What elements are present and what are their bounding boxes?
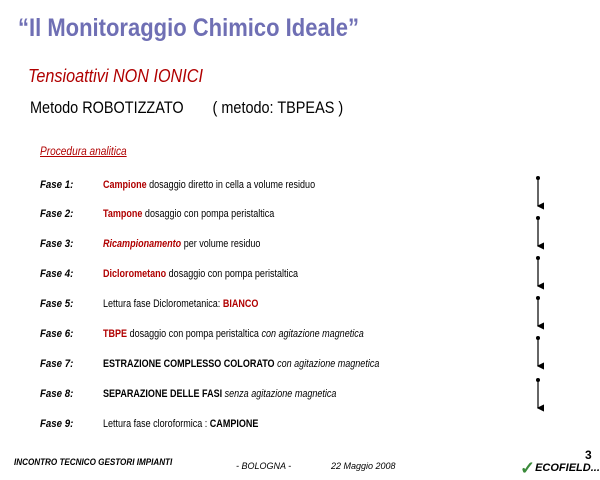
step-keyword: Diclorometano [103,268,167,280]
arrow-5 [536,336,540,366]
step-keyword: Campione [103,179,147,191]
page-number: 3 [585,448,592,462]
arrow-6 [536,378,540,408]
step-label: Fase 2: [40,208,74,220]
footer-place: - BOLOGNA - [236,461,292,471]
method-detail: ( metodo: TBPEAS ) [212,98,344,117]
step-keyword: SEPARAZIONE DELLE FASI [103,388,223,400]
step-keyword: Tampone [103,208,143,220]
step-note: con agitazione magnetica [261,328,364,340]
step-label: Fase 7: [40,358,74,370]
arrow-3 [536,256,540,286]
logo-check-icon: ✓ [520,458,536,478]
step-description: senza agitazione magnetica [222,388,337,400]
method-main: Metodo ROBOTIZZATO [30,98,184,117]
step-label: Fase 4: [40,268,74,280]
flow-arrows [528,170,548,420]
arrow-1 [536,176,540,206]
step-description: dosaggio diretto in cella a volume residuo [146,179,316,191]
step-label: Fase 3: [40,238,74,250]
step-keyword: BIANCO [222,298,259,310]
step-keyword: ESTRAZIONE COMPLESSO COLORATO [103,358,275,370]
step-label: Fase 9: [40,418,74,430]
step-keyword: Ricampionamento [103,238,182,250]
step-label: Fase 1: [40,179,74,191]
step-description: Lettura fase Diclorometanica: [103,298,223,310]
step-label: Fase 5: [40,298,74,310]
slide-title: “Il Monitoraggio Chimico Ideale” [18,14,360,42]
arrow-2 [536,216,540,246]
footer-date: 22 Maggio 2008 [331,461,396,471]
step-label: Fase 6: [40,328,74,340]
procedure-heading: Procedura analitica [40,146,127,158]
step-description: con agitazione magnetica [274,358,380,370]
logo-text: ECOFIELD... [535,462,600,474]
slide-subtitle: Tensioattivi NON IONICI [28,66,203,86]
step-keyword: CAMPIONE [209,418,259,430]
step-description: per volume residuo [181,238,261,250]
arrow-4 [536,296,540,326]
step-description: dosaggio con pompa peristaltica [127,328,262,340]
step-label: Fase 8: [40,388,74,400]
method-line [30,98,343,118]
step-description: dosaggio con pompa peristaltica [166,268,299,280]
step-keyword: TBPE [103,328,128,340]
step-description: Lettura fase cloroformica : [103,418,210,430]
footer-event: INCONTRO TECNICO GESTORI IMPIANTI [14,457,173,467]
step-description: dosaggio con pompa peristaltica [142,208,275,220]
